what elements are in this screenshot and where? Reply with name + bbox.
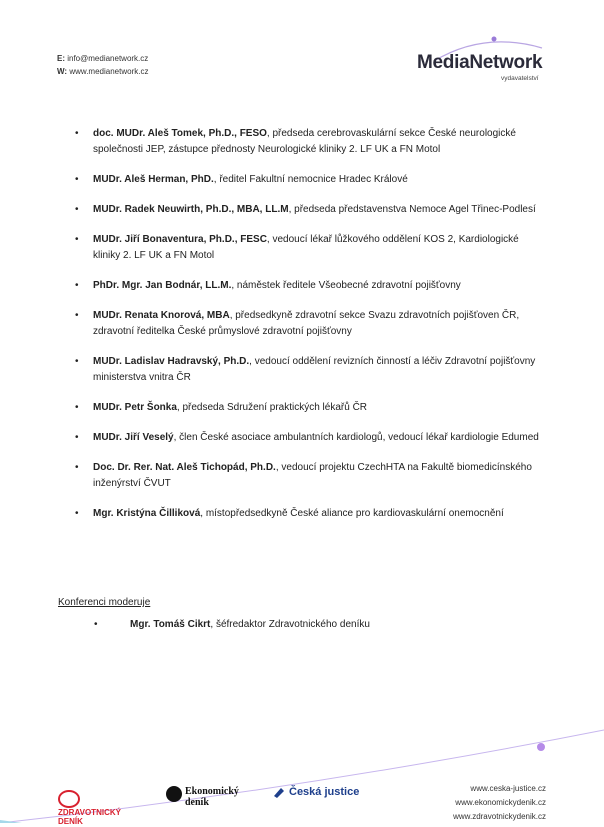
cj-logo-text: Česká justice bbox=[289, 786, 360, 798]
speaker-role: , předseda představenstva Nemoce Agel Třinec-Podlesí bbox=[288, 204, 536, 215]
speaker-item bbox=[58, 430, 548, 446]
logo-text: MediaNetwork bbox=[417, 52, 543, 73]
ekonomicky-denik-logo bbox=[166, 786, 256, 808]
ed-logo-icon bbox=[166, 786, 182, 802]
footer-links bbox=[453, 782, 546, 824]
footer-link-3[interactable]: www.zdravotnickydenik.cz bbox=[453, 812, 546, 821]
speaker-name: MUDr. Renata Knorová, MBA bbox=[93, 310, 230, 321]
footer-link-1[interactable]: www.ceska-justice.cz bbox=[470, 784, 546, 793]
speaker-item bbox=[58, 232, 548, 264]
speaker-role: , člen České asociace ambulantních kardiologů, vedoucí lékař kardiologie Edumed bbox=[173, 432, 539, 443]
speaker-item bbox=[58, 126, 548, 158]
speaker-name: MUDr. Aleš Herman, PhD. bbox=[93, 174, 214, 185]
speaker-name: Doc. Dr. Rer. Nat. Aleš Tichopád, Ph.D. bbox=[93, 462, 276, 473]
moderator-name: Mgr. Tomáš Cikrt bbox=[130, 619, 211, 630]
medianetwork-logo bbox=[414, 48, 554, 88]
speaker-role: , vedoucí projektu CzechHTA na Fakultě biomedicínského inženýrství ČVUT bbox=[93, 462, 532, 489]
speaker-item bbox=[58, 308, 548, 340]
zd-logo-icon bbox=[58, 790, 80, 808]
web-label: W: bbox=[57, 67, 68, 76]
email-label: E: bbox=[57, 54, 65, 63]
speaker-name: doc. MUDr. Aleš Tomek, Ph.D., FESO bbox=[93, 128, 267, 139]
contact-block bbox=[57, 52, 148, 78]
ceska-justice-logo bbox=[272, 786, 372, 798]
logo-subtitle: vydavatelství bbox=[501, 75, 539, 82]
speaker-role: , předseda cerebrovaskulární sekce České neurologické společnosti JEP, zástupce přednosty Neurologické kliniky 2. LF UK a FN Motol bbox=[93, 128, 516, 155]
speaker-name: MUDr. Ladislav Hadravský, Ph.D. bbox=[93, 356, 250, 367]
speaker-name: MUDr. Jiří Veselý bbox=[93, 432, 174, 443]
moderator-heading: Konferenci moderuje bbox=[58, 597, 151, 608]
speaker-list bbox=[58, 126, 548, 536]
speaker-role: , náměstek ředitele Všeobecné zdravotní pojišťovny bbox=[231, 280, 461, 291]
speaker-name: Mgr. Kristýna Čilliková bbox=[93, 508, 201, 519]
zdravotnicky-denik-logo bbox=[58, 790, 138, 827]
speaker-role: , ředitel Fakultní nemocnice Hradec Králové bbox=[213, 174, 408, 185]
speaker-role: , předsedkyně zdravotní sekce Svazu zdravotních pojišťoven ČR, zdravotní ředitelka České průmyslové zdravotní pojišťovny bbox=[93, 310, 520, 337]
speaker-name: MUDr. Petr Šonka bbox=[93, 402, 177, 413]
zd-logo-text: ZDRAVOTNICKÝ DENÍK bbox=[58, 808, 121, 826]
speaker-item bbox=[58, 202, 548, 218]
speaker-role: , předseda Sdružení praktických lékařů ČR bbox=[176, 402, 368, 413]
speaker-item bbox=[58, 172, 548, 188]
speaker-role: , vedoucí oddělení revizních činností a léčiv Zdravotní pojišťovny ministerstva vnitra ČR bbox=[93, 356, 536, 383]
speaker-item bbox=[58, 400, 548, 416]
speaker-item bbox=[58, 354, 548, 386]
web-link[interactable]: www.medianetwork.cz bbox=[69, 67, 149, 76]
speaker-name: MUDr. Jiří Bonaventura, Ph.D., FESC bbox=[93, 234, 267, 245]
speaker-item bbox=[58, 460, 548, 492]
speaker-item bbox=[58, 278, 548, 294]
speaker-name: PhDr. Mgr. Jan Bodnár, LL.M. bbox=[93, 280, 232, 291]
footer-link-2[interactable]: www.ekonomickydenik.cz bbox=[455, 798, 546, 807]
ed-logo-text: Ekonomický deník bbox=[185, 786, 239, 808]
moderator-item: • Mgr. Tomáš Cikrt, šéfredaktor Zdravotnického deníku bbox=[94, 619, 370, 630]
speaker-item bbox=[58, 506, 548, 522]
speaker-role: , místopředsedkyně České aliance pro kardiovaskulární onemocnění bbox=[200, 508, 504, 519]
cj-logo-icon bbox=[272, 786, 286, 798]
email-link[interactable]: info@medianetwork.cz bbox=[67, 54, 149, 63]
speaker-role: , vedoucí lékař lůžkového oddělení KOS 2, Kardiologické kliniky 2. LF UK a FN Motol bbox=[93, 234, 519, 261]
speaker-name: MUDr. Radek Neuwirth, Ph.D., MBA, LL.M bbox=[93, 204, 289, 215]
moderator-role: , šéfredaktor Zdravotnického deníku bbox=[210, 619, 370, 630]
